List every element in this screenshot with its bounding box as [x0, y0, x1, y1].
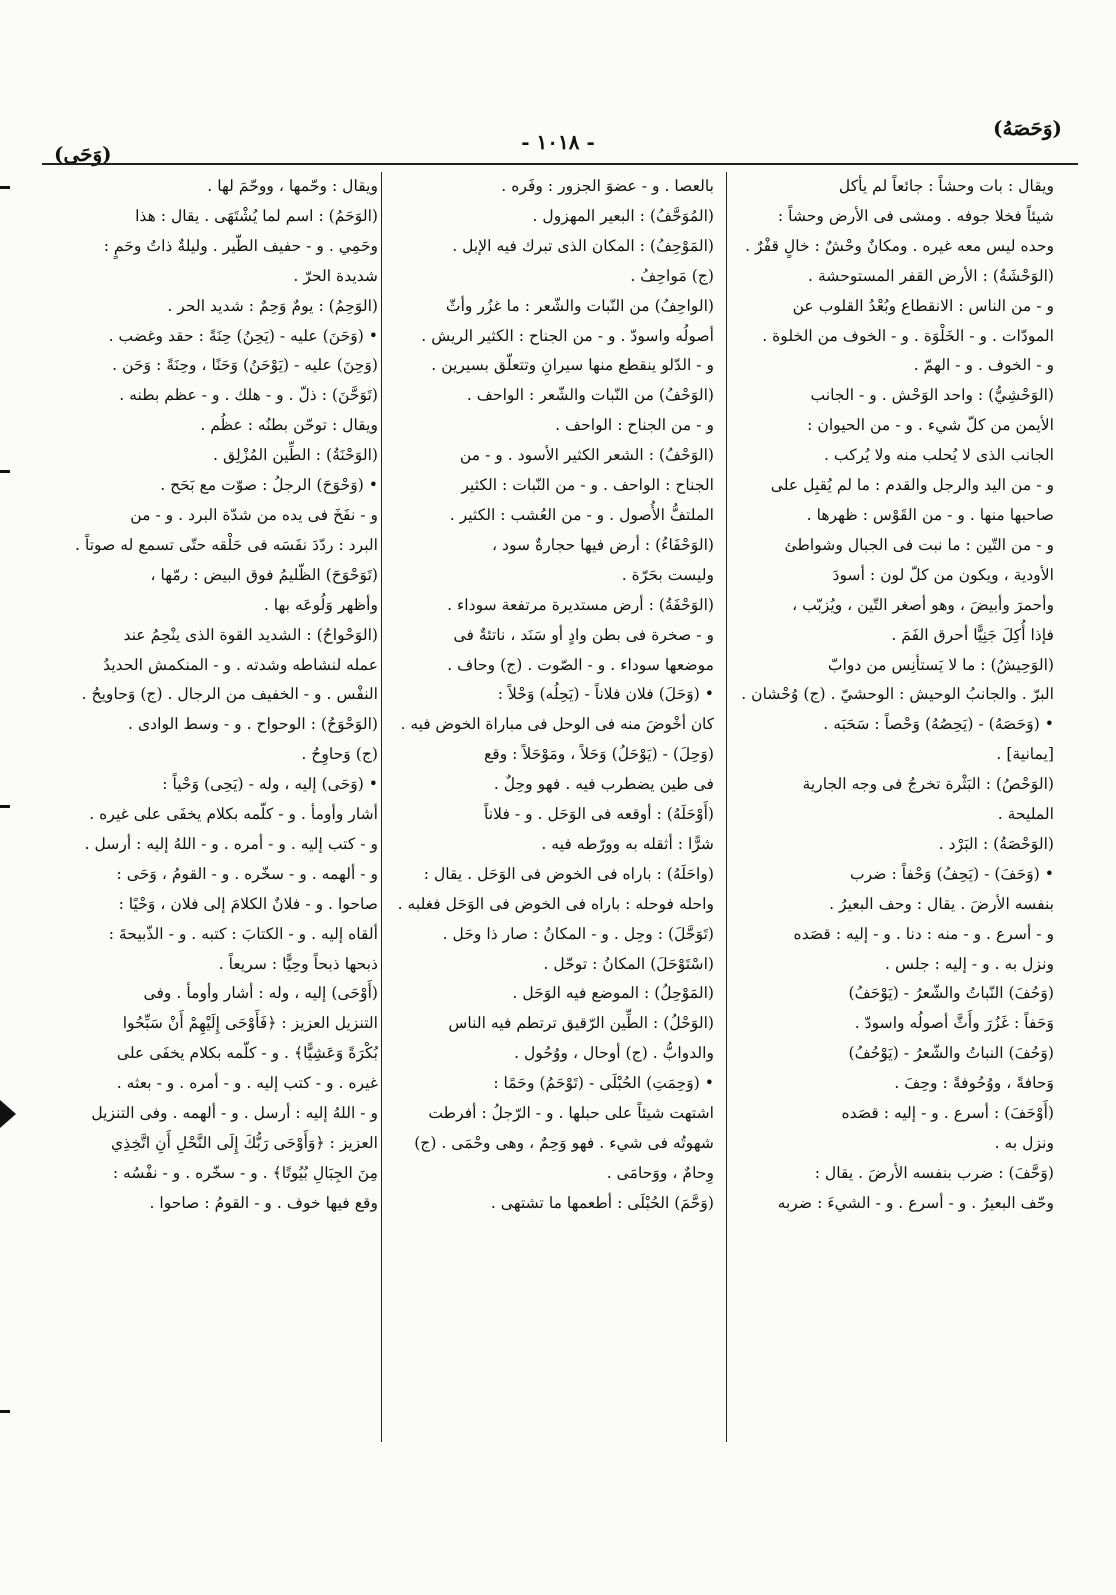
- entry-line: ونزل به .: [994, 1134, 1054, 1152]
- entry-line: وَحَفاً : غَزُرَ وأَثَّ أصولُه واسودّ .: [854, 1014, 1054, 1033]
- entry-line: كان أخْوضَ منه فى الوحل فى مباراة الخوض فيه .: [400, 715, 714, 734]
- entry-line: (المَوْحِفُ) : المكان الذى تبرك فيه الإبل .: [452, 236, 714, 255]
- entry-line: بنفسه الأرضَ . يقال : وحف البعيرُ .: [829, 894, 1054, 913]
- entry-line: صاحوا . و - فلانٌ الكلامَ إلى فلان ، وَحْيًا :: [118, 894, 378, 913]
- entry-line: موضعها سوداء . و - الصّوت . (ج) وحاف .: [447, 655, 714, 674]
- entry-line: وحده ليس معه غيره . ومكانٌ وحْشٌ : خالٍ قفْرٌ .: [745, 236, 1054, 255]
- entry-line: • (وَحَفَ) - (يَحِفُ) وَحْفاً : ضرب: [850, 864, 1054, 883]
- entry-line: شهوتُه فى شيء . فهو وَحِمٌ ، وهى وحْمَى . (ج): [414, 1134, 714, 1152]
- entry-line: غيره . و - كتب إليه . و - أمره . و - بعثه .: [116, 1074, 378, 1093]
- entry-line: ألقاه إليه . و - الكتابَ : كتبه . و - الذّبيحةَ :: [108, 924, 378, 943]
- entry-line: (الوَحْوَحُ) : الوحواح . و - وسط الوادى .: [128, 715, 378, 734]
- entry-line: (الوَحْفُ) من النّبات والشّعر : الواحف .: [466, 386, 714, 405]
- entry-line: وحَمِي . و - حفيف الطّير . وليلةٌ ذاتُ وحَمٍ :: [103, 236, 378, 255]
- entry-line: و - الخوف . و - الهمّ .: [913, 356, 1054, 375]
- entry-line: (الوَحْنَةُ) : الطِّين المُزْلِق .: [213, 446, 378, 465]
- entry-line: (أَوْحَى) إليه ، وله : أشار وأومأ . وفى: [143, 984, 378, 1003]
- entry-line: • (وَحَنَ) عليه - (يَحِنُ) حِنَةً : حقد وغضب .: [108, 326, 378, 345]
- column-divider: [381, 172, 382, 1442]
- entry-line: و - من التّين : ما نبت فى الجبال وشواطئ: [784, 535, 1054, 554]
- entry-line: و - من اليد والرجل والقدم : ما لم يُقبِل على: [770, 476, 1054, 495]
- entry-line: • (وَحَلَ) فلان فلاناً - (يَحِلُه) وَحْلاً :: [497, 685, 714, 704]
- entry-line: (اسْتَوْحَلَ) المكانُ : توحّل .: [543, 954, 714, 973]
- edge-mark: [0, 805, 10, 808]
- entry-line: صاحبها منها . و - من القَوْس : ظهرها .: [806, 505, 1054, 524]
- entry-line: و - نفَخَ فى يده من شدّة البرد . و - من: [130, 505, 378, 524]
- entry-line: البرد : ردّدَ نفَسَه فى حَلْقه حتّى تسمع له صوتاً .: [75, 535, 378, 554]
- entry-line: العزيز : ﴿وَأَوْحَى رَبُّكَ إِلَى النَّحْلِ أَنِ اتَّخِذِي: [111, 1134, 378, 1152]
- entry-line: (الوَحْواحُ) : الشديد القوة الذى ينْحِمُ عند: [123, 625, 378, 644]
- entry-line: ويقال : توحّن بطنُه : عظُم .: [200, 416, 378, 435]
- entry-line: (الوَحْفَاءُ) : أرض فيها حجارةٌ سود ،: [492, 535, 714, 554]
- entry-line: (ج) مَواحِفُ .: [630, 266, 714, 285]
- entry-line: (الوَحْفَةُ) : أرض مستديرة مرتفعة سوداء .: [447, 595, 714, 614]
- entry-line: وأحمرَ وأبيضَ ، وهو أصغر التّين ، ويُزبّب ،: [792, 595, 1054, 614]
- entry-line: (الوَحَمُ) : اسم لما يُشْتَهَى . يقال : هذا: [135, 206, 378, 225]
- header-left-word: (وَحَى): [54, 142, 112, 166]
- entry-line: وِحامٌ ، ووَحامَى .: [606, 1163, 714, 1182]
- entry-line: فى طين يضطرب فيه . فهو وحِلٌ .: [493, 775, 714, 794]
- entry-line: وقع فيها خوف . و - القومُ : صاحوا .: [149, 1193, 378, 1212]
- header-rule: [42, 163, 1078, 165]
- entry-line: و - الدّلو ينقطع منها سيرانِ وتتعلّق بسيرين .: [431, 356, 714, 375]
- entry-line: وأظهر وَلُوعَه بها .: [263, 595, 378, 614]
- entry-line: شيئاً فخلا جوفه . ومشى فى الأرض وحشاً :: [777, 206, 1054, 225]
- edge-mark: [0, 470, 10, 473]
- entry-line: و - من الناس : الانقطاع وبُعْدُ القلوب عن: [792, 296, 1054, 315]
- header-right-word: (وَحَصَهُ): [992, 116, 1062, 140]
- entry-line: • (وَحِمَتِ) الحُبْلَى - (تَوْحَمُ) وحَمًا :: [493, 1074, 714, 1093]
- entry-line: النفْس . و - الخفيف من الرجال . (ج) وَحاويحُ .: [81, 685, 378, 704]
- entry-line: ونزل به . و - إليه : جلس .: [885, 954, 1054, 973]
- entry-line: (ج) وَحاوِحُ .: [301, 745, 378, 764]
- entry-line: الجانب الذى لا يُحلب منه ولا يُركب .: [824, 446, 1054, 465]
- entry-line: و - اللهُ إليه : أرسل . و - ألهمه . وفى التنزيل: [91, 1104, 378, 1123]
- entry-line: و - صخرة فى بطن وادٍ أو سَنَد ، ناتئةٌ فى: [453, 625, 714, 644]
- entry-line: التنزيل العزيز : ﴿فَأَوْحَى إِلَيْهِمْ أَنْ سَبِّحُوا: [122, 1014, 378, 1033]
- page-header: [30, 116, 1086, 166]
- entry-line: عمله لنشاطه وشدته . و - المنكمش الحديدُ: [103, 655, 378, 674]
- entry-line: و - أسرع . و - منه : دنا . و - إليه : قصَده: [793, 924, 1054, 943]
- entry-line: • (وَحْوَحَ) الرجلُ : صوّت مع بَحَح .: [160, 476, 378, 495]
- entry-line: الأودية ، ويكون من كلّ لون : أسودَ: [832, 565, 1054, 584]
- entry-line: و - من الجناح : الواحف .: [555, 416, 714, 435]
- entry-line: ويقال : بات وحشاً : جائعاً لم يأكل: [838, 177, 1054, 195]
- text-column-middle: [398, 172, 714, 1452]
- entry-line: (الواحِفُ) من النّبات والشّعر : ما غزُر وأثّ: [445, 296, 714, 315]
- text-column-left: [66, 172, 378, 1452]
- entry-line: البرّ . والجانبُ الوحيش : الوحشيّ . (ج) وُحْشان .: [741, 685, 1054, 704]
- edge-mark: [0, 1410, 10, 1413]
- entry-line: ذبحها ذبحاً وحِيًّا : سريعاً .: [218, 954, 378, 973]
- page-number: - ١٠١٨ -: [521, 130, 595, 154]
- edge-mark: [0, 1100, 16, 1128]
- entry-line: و - ألهمه . و - سخّره . و - القومُ ، وَحَى :: [116, 864, 378, 883]
- entry-line: وليست بحَرّة .: [621, 565, 714, 584]
- entry-line: و - كتب إليه . و - أمره . و - اللهُ إليه : أرسل .: [84, 834, 378, 853]
- entry-line: المودّات . و - الخَلْوَة . و - الخوف من الخلوة .: [762, 326, 1054, 345]
- entry-line: الملتفُّ الأُصول . و - من العُشب : الكثير .: [449, 505, 714, 524]
- entry-line: وحّف البعيرُ . و - أسرع . و - الشيءَ : ضربه: [777, 1193, 1054, 1212]
- entry-line: (واحَلَهُ) : باراه فى الخوض فى الوَحَل . يقال :: [423, 864, 714, 883]
- entry-line: والدوابُّ . (ج) أوحال ، ووُحُول .: [514, 1044, 714, 1063]
- entry-line: (الوَحْصُ) : البَثْرة تخرجُ فى وجه الجارية: [802, 775, 1054, 794]
- entry-line: (أَوْحَلَهُ) : أوقعه فى الوَحَل . و - فلاناً: [484, 805, 714, 824]
- entry-line: وَحافةً ، ووُحُوفةً : وحِفَ .: [894, 1074, 1054, 1093]
- entry-line: بُكْرَةً وَعَشِيًّا﴾ . و - كلّمه بكلام يخفَى على: [116, 1044, 378, 1063]
- entry-line: (الوَحْشَةُ) : الأرض القفر المستوحشة .: [808, 266, 1054, 285]
- entry-line: (الوَحْلُ) : الطِّين الرّقيق ترتطم فيه الناس: [448, 1014, 714, 1033]
- edge-mark: [0, 186, 10, 189]
- entry-line: • (وَحَى) إليه ، وله - (يَحِى) وَحْياً :: [162, 775, 378, 794]
- entry-line: [يمانية] .: [996, 745, 1054, 764]
- entry-line: الأيمن من كلّ شيء . و - من الحيوان :: [807, 416, 1054, 435]
- text-column-right: [734, 172, 1054, 1452]
- entry-line: (تَوَحَّنَ) : ذلّ . و - هلك . و - عظم بطنه .: [119, 386, 378, 405]
- entry-line: واحله فوحله : باراه فى الخوض فى الوَحَل فغلبه .: [398, 894, 714, 913]
- entry-line: اشتهت شيئاً على حبلها . و - الرّجلُ : أفرطت: [428, 1104, 714, 1123]
- entry-line: (تَوَحْوَحَ) الظّليمُ فوق البيض : رمّها ،: [150, 565, 378, 584]
- entry-line: (الوَحْفُ) : الشعر الكثير الأسود . و - من: [459, 446, 714, 465]
- entry-line: (الوَحِمُ) : يومٌ وَحِمٌ : شديد الحر .: [167, 296, 378, 315]
- column-divider: [726, 172, 727, 1442]
- entry-line: فإذا أُكِلَ جَنِيًّا أحرق الفَمَ .: [891, 625, 1054, 644]
- entry-line: (وَحَّفَ) : ضرب بنفسه الأرضَ . يقال :: [814, 1163, 1054, 1182]
- entry-line: (المَوْحِلُ) : الموضع فيه الوَحَل .: [512, 984, 714, 1003]
- entry-line: مِنَ الجِبَالِ بُيُوتًا﴾ . و - سخّره . و - نفْسُه :: [112, 1163, 378, 1182]
- entry-line: شرًّا : أثقله به وورّطه فيه .: [541, 834, 714, 853]
- entry-line: (الوَحِيشُ) : ما لا يَستأنِس من دوابّ: [827, 655, 1054, 674]
- entry-line: شديدة الحرّ .: [293, 266, 378, 285]
- entry-line: أشار وأومأ . و - كلّمه بكلام يخفَى على غيره .: [89, 805, 378, 824]
- entry-line: (المُوَحَّفُ) : البعير المهزول .: [532, 206, 714, 225]
- entry-line: المليحة .: [997, 805, 1054, 824]
- entry-line: أصولُه واسودّ . و - من الجناح : الكثير الريش .: [421, 326, 714, 345]
- entry-line: (أَوْحَفَ) : أسرع . و - إليه : قصَده: [841, 1104, 1054, 1123]
- entry-line: بالعصا . و - عضوَ الجزور : وفَره .: [501, 177, 714, 195]
- entry-line: (وَحُفَ) النباتُ والشّعرُ - (يَوْحُفُ): [848, 1044, 1054, 1063]
- entry-line: (الوَحْشِيُّ) : واحد الوَحْش . و - الجانب: [810, 386, 1054, 405]
- entry-line: الجناح : الواحف . و - من النّبات : الكثير: [461, 476, 714, 495]
- entry-line: (وَحِنَ) عليه - (يَوْحَنُ) وَحَنًا ، وحِنَةً : وَحَن .: [112, 356, 378, 375]
- entry-line: (وَحَّمَ) الحُبْلَى : أطعمها ما تشتهى .: [490, 1193, 714, 1212]
- entry-line: (وَحُفَ) النّباتُ والشّعرُ - (يَوْحَفُ): [848, 984, 1054, 1003]
- entry-line: (وَحِلَ) - (يَوْحَلُ) وَحَلاً ، ومَوْحَلاً : وقع: [483, 745, 714, 764]
- entry-line: ويقال : وحّمها ، ووحّمَ لها .: [207, 177, 378, 195]
- entry-line: (تَوَحَّلَ) : وحِل . و - المكانُ : صار ذا وحَل .: [442, 924, 714, 943]
- entry-line: (الوَحْصَةُ) : البَرْد .: [938, 834, 1054, 853]
- entry-line: • (وَحَصَهُ) - (يَحِصُهُ) وَحْصاً : سَحَبَه .: [823, 715, 1054, 734]
